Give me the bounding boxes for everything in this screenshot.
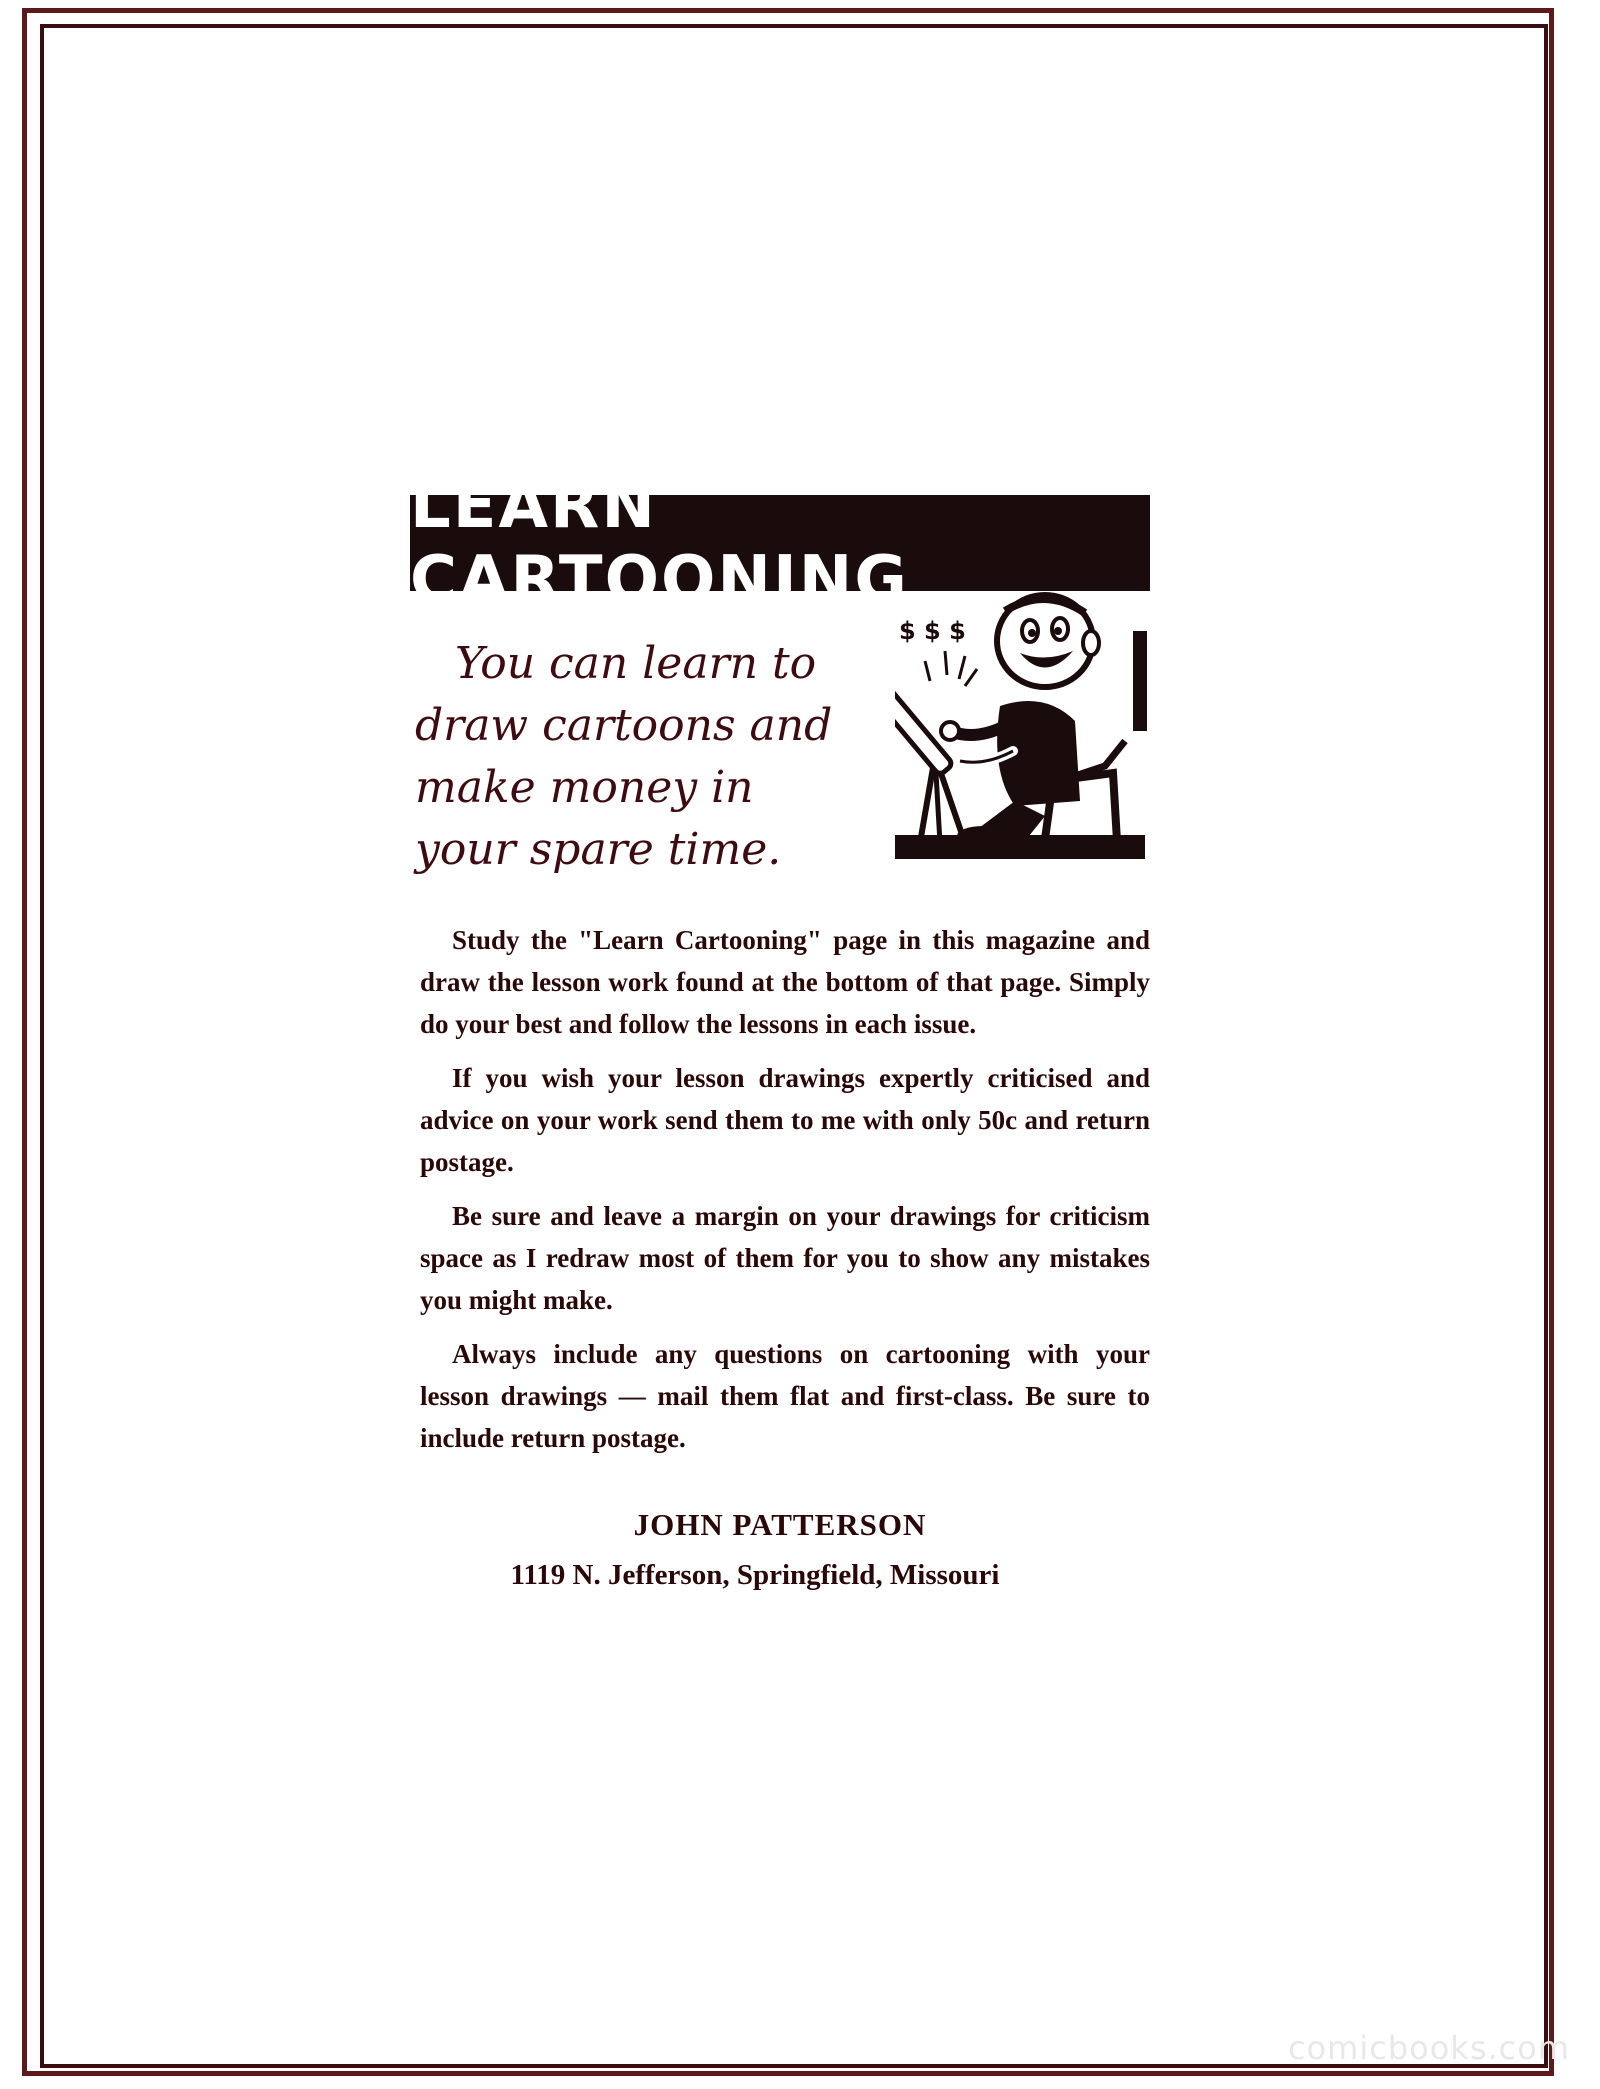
paragraph: Always include any questions on cartooning with your lesson drawings — mail them flat and first-class. Be sure to include return postage. [420,1339,1150,1453]
paragraph: If you wish your lesson drawings expertly criticised and advice on your work send them to me with only 50c and return postage. [420,1063,1150,1177]
paragraph: Be sure and leave a margin on your drawings for criticism space as I redraw most of them for you to show any mistakes you might make. [420,1201,1150,1315]
cartoonist-illustration [895,591,1155,863]
dollar-glyphs: $ $ $ [899,617,966,645]
body-copy [410,919,1150,1459]
watermark: comicbooks.com [1287,2029,1570,2067]
tagline-line: make money in [415,762,754,813]
signature-name: JOHN PATTERSON [633,1507,927,1542]
tagline-line: draw cartoons and [415,700,833,751]
signature-address: 1119 N. Jefferson, Springfield, Missouri [510,1559,1000,1591]
tagline-line: your spare time. [415,824,782,875]
tagline-line: You can learn to [455,638,817,689]
banner-title: LEARN CARTOONING [410,495,1150,591]
tagline [415,633,835,881]
paragraph: Study the "Learn Cartooning" page in this magazine and draw the lesson work found at the bottom of that page. Simply do your best and follow the lessons in each issue. [420,925,1150,1039]
signature-block [410,1507,1150,1592]
hero-section [410,591,1150,891]
advertisement [410,469,1150,1592]
